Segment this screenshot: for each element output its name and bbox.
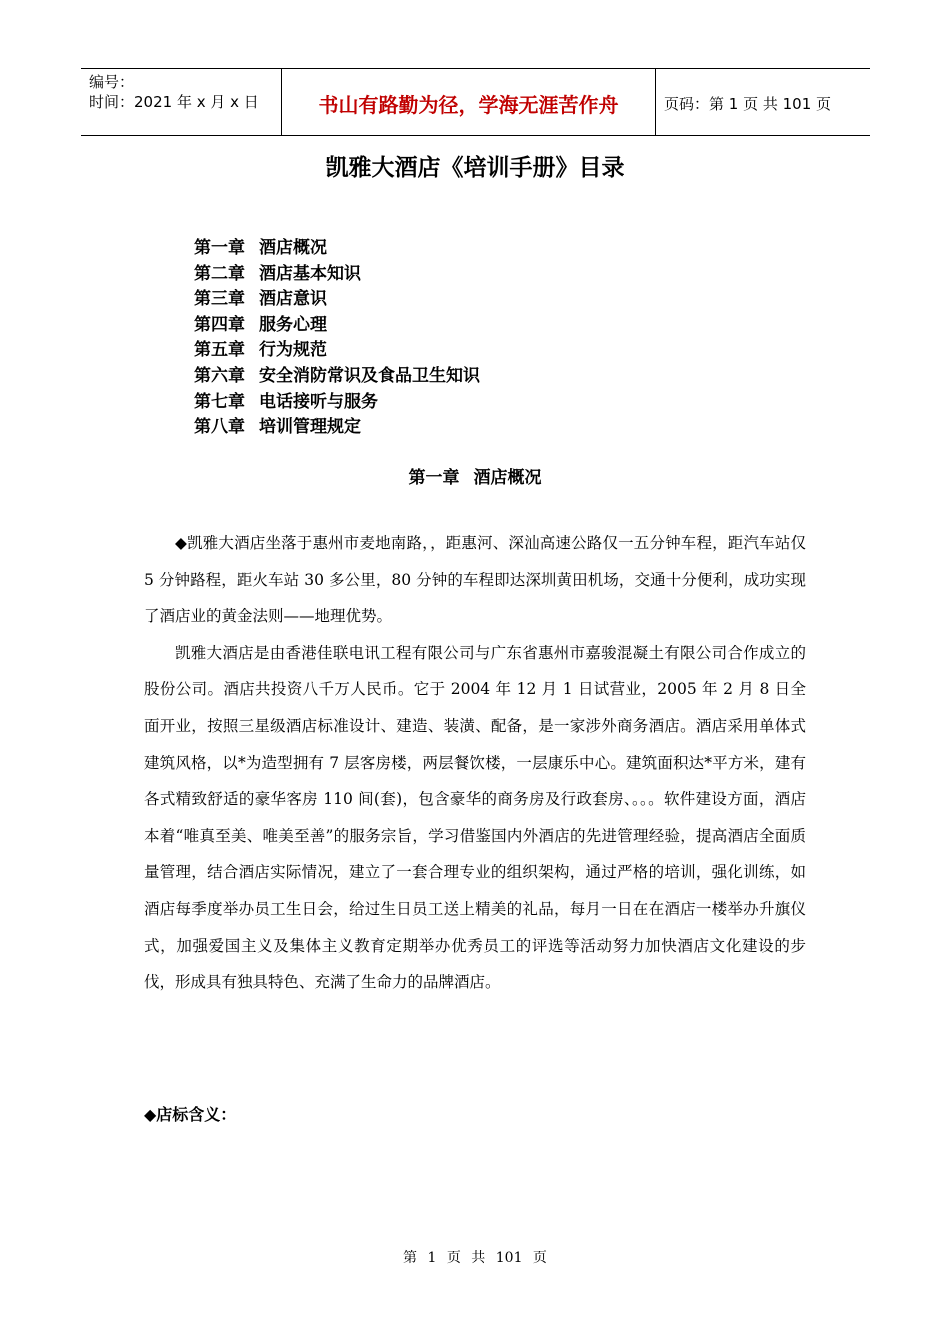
toc-chapter-number: 第五章	[194, 340, 245, 361]
toc-item	[194, 390, 480, 416]
toc-chapter-number: 第八章	[194, 417, 245, 438]
toc-chapter-number: 第四章	[194, 314, 245, 335]
toc-chapter-name: 酒店基本知识	[259, 263, 361, 284]
toc-chapter-name: 安全消防常识及食品卫生知识	[259, 365, 480, 386]
toc-chapter-number: 第三章	[194, 289, 245, 310]
chapter-heading	[0, 466, 950, 490]
chapter-number: 第一章	[408, 468, 460, 488]
toc-item	[194, 287, 480, 313]
toc-chapter-number: 第七章	[194, 391, 245, 412]
toc-chapter-name: 电话接听与服务	[259, 391, 378, 412]
toc-item	[194, 262, 480, 288]
toc-chapter-name: 酒店概况	[259, 238, 327, 258]
header-meta	[81, 69, 281, 135]
table-of-contents	[194, 236, 480, 441]
logo-meaning-heading: ◆店标含义：	[144, 1105, 237, 1124]
chapter-name: 酒店概况	[473, 468, 542, 488]
header-page-label: 页码：第 1 页 共 101 页	[664, 94, 832, 113]
toc-chapter-number: 第一章	[194, 238, 245, 258]
page-footer: 第 1 页 共 101 页	[403, 1250, 547, 1266]
toc-item	[194, 236, 480, 262]
body-paragraph: ◆凯雅大酒店坐落于惠州市麦地南路，，距惠河、深汕高速公路仅一五分钟车程，距汽车站仅 5 分钟路程，距火车站 30 多公里，80 分钟的车程即达深圳黄田机场，交通十分便利，成功实现了酒店业的黄金法则——地理优势。	[144, 534, 806, 626]
toc-chapter-number: 第六章	[194, 365, 245, 386]
toc-chapter-name: 服务心理	[259, 314, 327, 335]
toc-chapter-name: 行为规范	[259, 340, 327, 361]
header-motto: 书山有路勤为径，学海无涯苦作舟	[281, 69, 656, 135]
time-label: 时间：2021 年 x 月 x 日	[89, 93, 259, 111]
toc-item	[194, 415, 480, 441]
toc-item	[194, 313, 480, 339]
document-title: 凯雅大酒店《培训手册》目录	[325, 155, 625, 181]
page-header	[81, 68, 870, 136]
toc-chapter-name: 培训管理规定	[259, 417, 361, 438]
toc-chapter-name: 酒店意识	[259, 289, 327, 310]
chapter-body	[144, 525, 806, 1001]
toc-item	[194, 364, 480, 390]
toc-item	[194, 338, 480, 364]
toc-chapter-number: 第二章	[194, 263, 245, 284]
number-label: 编号：	[89, 73, 135, 91]
body-paragraph: 凯雅大酒店是由香港佳联电讯工程有限公司与广东省惠州市嘉骏混凝土有限公司合作成立的股份公司。酒店共投资八千万人民币。它于 2004 年 12 月 1 日试营业，2005 年 2 月 8 日全面开业，按照三星级酒店标准设计、建造、装潢、配备，是一家涉外商务酒店。酒店采用单体式建筑风格，以*为造型拥有 7 层客房楼，两层餐饮楼，一层康乐中心。建筑面积达*平方米，建有各式精致舒适的豪华客房 110 间(套)，包含豪华的商务房及行政套房、。。。软件建设方面，酒店本着“唯真至美、唯美至善”的服务宗旨，学习借鉴国内外酒店的先进管理经验，提高酒店全面质量管理，结合酒店实际情况，建立了一套合理专业的组织架构，通过严格的培训，强化训练，如酒店每季度举办员工生日会，给过生日员工送上精美的礼品，每月一日在在酒店一楼举办升旗仪式，加强爱国主义及集体主义教育定期举办优秀员工的评选等活动努力加快酒店文化建设的步伐，形成具有独具特色、充满了生命力的品牌酒店。	[144, 643, 806, 992]
